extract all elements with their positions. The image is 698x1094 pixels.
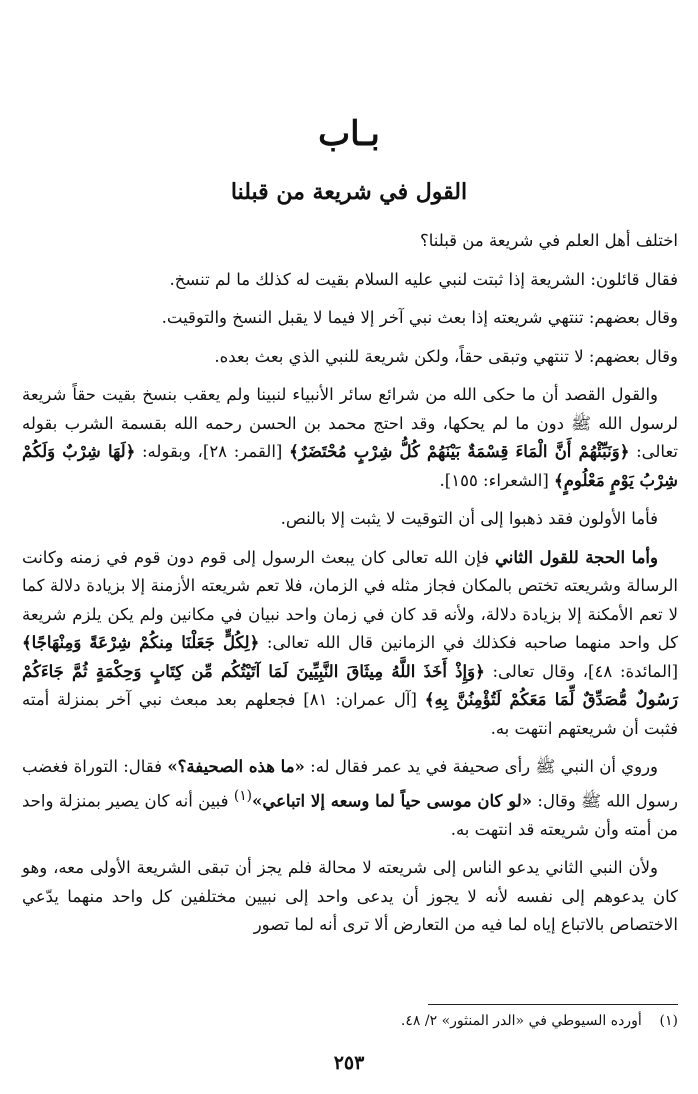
verse-reference: [الشعراء: ١٥٥]. xyxy=(439,470,549,490)
section-title: القول في شريعة من قبلنا xyxy=(230,179,468,205)
paragraph-4: وقال بعضهم: لا تنتهي وتبقى حقاً، ولكن شريعة للنبي الذي بعث بعده. xyxy=(214,346,678,366)
paragraph-5-text: والقول القصد أن ما حكى الله من شرائع سائر الأنبياء لنبينا ولم يعقب بنسخ بقيت حقاً شريعة لرسول الله ﷺ دون ما لم يحكها، وقد احتج محمد بن الحسن رحمه الله بقسمة الشرب بقوله تعالى: xyxy=(22,385,678,461)
body-text xyxy=(22,227,678,950)
verse-reference: [آل عمران: ٨١] فجعلهم بعد مبعث نبي آخر بمنزلة أمته فثبت أن شريعتهم انتهت به. xyxy=(22,690,678,738)
hadith-quote: «ما هذه الصحيفة؟» xyxy=(167,757,305,776)
hadith-quote: «لو كان موسى حياً لما وسعه إلا اتباعي» xyxy=(252,791,533,810)
quran-verse-maidah: ﴿لِكُلٍّ جَعَلْنَا مِنكُمْ شِرْعَةً وَمِنْهَاجًا﴾ xyxy=(22,633,260,652)
paragraph-2: فقال قائلون: الشريعة إذا ثبتت لنبي عليه السلام بقيت له كذلك ما لم تنسخ. xyxy=(169,269,678,289)
paragraph-8-text: فبين أنه كان يصير بمنزلة واحد من أمته وأن شريعته قد انتهت به. xyxy=(22,791,678,839)
paragraph-9: ولأن النبي الثاني يدعو الناس إلى شريعته لا محالة فلم يجز أن تبقى الشريعة الأولى معه، وهو كان يدعوهم إلى نفسه لأنه لا يجوز أن يدعى واحد إلى نبيين مختلفين كل واحد منهما يدّعي الاختصاص بالاتباع إياه لما فيه من التعارض ألا ترى أنه لما تصور xyxy=(22,858,678,934)
argument-heading: وأما الحجة للقول الثاني xyxy=(495,547,658,567)
quran-verse-shuara: ﴿لَهَا شِرْبٌ وَلَكُمْ شِرْبُ يَوْمٍ مَعْلُومٍ﴾ xyxy=(22,442,678,490)
verse-reference: [المائدة: ٤٨]، وقال تعالى: xyxy=(492,661,679,681)
page-number: ٢٥٣ xyxy=(333,1052,365,1074)
paragraph-7-text: فإن الله تعالى كان يبعث الرسول إلى قوم دون قوم في زمنه وكانت الرسالة وشريعته تختص بالمكان فجاز مثله في الزمان، فلا تعم شريعته الأزمنة إلا بزيادة دلالة كما لا تعم الأمكنة إلا بزيادة دلالة، ولأنه قد كان في زمان واحد نبيان في مكانين ولم يكن يلزم شريعة كل واحد منهما صاحبه فكذلك في الزمانين قال الله تعالى: xyxy=(22,547,678,652)
paragraph-6: فأما الأولون فقد ذهبوا إلى أن التوقيت لا يثبت إلا بالنص. xyxy=(280,509,658,528)
chapter-title: بـاب xyxy=(318,114,380,154)
footnote-number: (١) xyxy=(659,1013,678,1029)
paragraph-8-text: فقال: التوراة فغضب رسول الله ﷺ وقال: xyxy=(22,757,678,810)
footnote-marker[interactable]: (١) xyxy=(233,787,253,804)
paragraph-8-text: وروي أن النبي ﷺ رأى صحيفة في يد عمر فقال له: xyxy=(310,757,659,776)
paragraph-5 xyxy=(22,381,678,495)
paragraph-3: وقال بعضهم: تنتهي شريعته إذا بعث نبي آخر إلا فيما لا يقبل النسخ والتوقيت. xyxy=(161,308,678,327)
footnote xyxy=(22,1010,678,1032)
footnote-divider xyxy=(428,1004,678,1005)
quran-verse-qamar: ﴿وَنَبِّئْهُمْ أَنَّ الْمَاءَ قِسْمَةٌ بَيْنَهُمْ كُلُّ شِرْبٍ مُحْتَضَرٌ﴾ xyxy=(289,442,630,461)
paragraph-7 xyxy=(22,544,678,744)
paragraph-1: اختلف أهل العلم في شريعة من قبلنا؟ xyxy=(419,231,678,250)
paragraph-8 xyxy=(22,753,678,844)
footnote-text: أورده السيوطي في «الدر المنثور» ٢/ ٤٨. xyxy=(400,1013,642,1029)
verse-reference: [القمر: ٢٨]، وبقوله: xyxy=(141,442,283,461)
quran-verse-aal-imran: ﴿وَإِذْ أَخَذَ اللَّهُ مِيثَاقَ النَّبِيِّينَ لَمَا آتَيْتُكُم مِّن كِتَابٍ وَحِكْمَةٍ ثُمَّ جَاءَكُمْ رَسُولٌ مُّصَدِّقٌ لِّمَا مَعَكُمْ لَتُؤْمِنُنَّ بِهِ﴾ xyxy=(22,661,678,709)
